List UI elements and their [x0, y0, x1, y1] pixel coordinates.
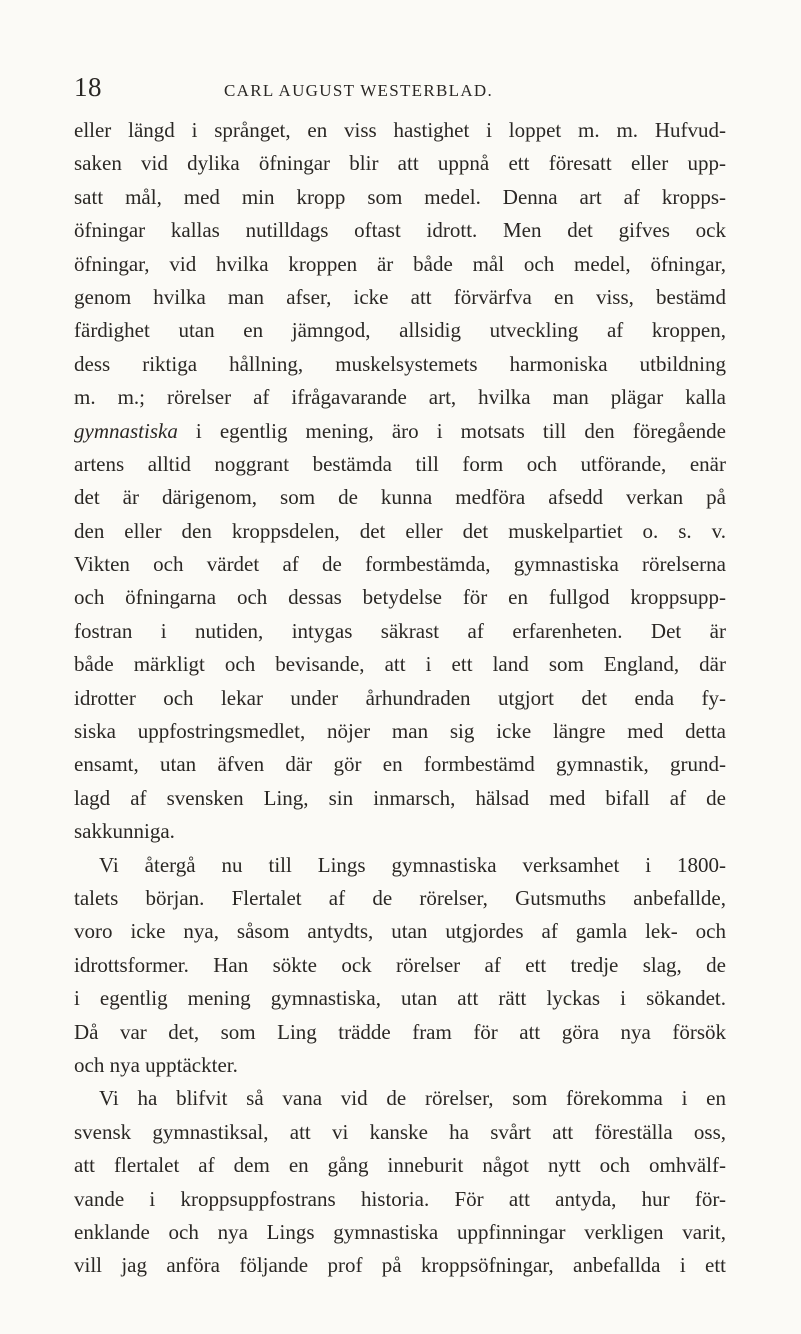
text-line: genom hvilka man afser, icke att förvärfva en viss, bestämd [74, 284, 726, 309]
text-line: och nya upptäckter. [74, 1052, 238, 1077]
text-line-rest: i egentlig mening, äro i motsats till den föregående [177, 418, 726, 443]
page-number: 18 [74, 72, 102, 102]
text-line: den eller den kroppsdelen, det eller det muskelpartiet o. s. v. [74, 518, 726, 543]
text-line: voro icke nya, såsom antydts, utan utgjordes af gamla lek- och [74, 919, 726, 944]
text-line: talets början. Flertalet af de rörelser, Gutsmuths anbefallde, [74, 885, 726, 910]
text-line: både märkligt och bevisande, att i ett land som England, där [74, 652, 726, 677]
running-head: CARL AUGUST WESTERBLAD. [224, 81, 494, 100]
text-line: Då var det, som Ling trädde fram för att göra nya försök [74, 1019, 726, 1044]
text-line: artens alltid noggrant bestämda till form och utförande, enär [74, 451, 726, 476]
text-line [74, 415, 726, 448]
text-line: Vi ha blifvit så vana vid de rörelser, som förekomma i en [99, 1086, 726, 1111]
text-line: öfningar kallas nutilldags oftast idrott. Men det gifves ock [74, 218, 726, 243]
text-line: och öfningarna och dessas betydelse för en fullgod kroppsupp- [74, 585, 726, 610]
text-line: enklande och nya Lings gymnastiska uppfinningar verkligen varit, [74, 1219, 726, 1244]
text-line: siska uppfostringsmedlet, nöjer man sig icke längre med detta [74, 719, 726, 744]
text-line: att flertalet af dem en gång inneburit något nytt och omhvälf- [74, 1153, 726, 1178]
text-line: vill jag anföra följande prof på kroppsöfningar, anbefallda i ett [74, 1253, 726, 1278]
text-line: saken vid dylika öfningar blir att uppnå ett föresatt eller upp- [74, 151, 726, 176]
text-line: det är därigenom, som de kunna medföra afsedd verkan på [74, 485, 726, 510]
text-line: Vi återgå nu till Lings gymnastiska verksamhet i 1800- [99, 852, 726, 877]
text-line: vande i kroppsuppfostrans historia. För att antyda, hur för- [74, 1186, 726, 1211]
text-line: Vikten och värdet af de formbestämda, gymnastiska rörelserna [74, 552, 726, 577]
text-line: lagd af svensken Ling, sin inmarsch, hälsad med bifall af de [74, 785, 726, 810]
text-line: eller längd i språnget, en viss hastighet i loppet m. m. Hufvud- [74, 118, 726, 142]
text-line: sakkunniga. [74, 819, 175, 844]
text-line: idrotter och lekar under århundraden utgjort det enda fy- [74, 685, 726, 710]
text-line: ensamt, utan äfven där gör en formbestämd gymnastik, grund- [74, 752, 726, 777]
text-line: svensk gymnastiksal, att vi kanske ha svårt att föreställa oss, [74, 1119, 726, 1144]
text-line: i egentlig mening gymnastiska, utan att rätt lyckas i sökandet. [74, 986, 726, 1011]
text-line: m. m.; rörelser af ifrågavarande art, hvilka man plägar kalla [74, 385, 726, 410]
body-text [74, 114, 726, 1283]
text-line: färdighet utan en jämngod, allsidig utveckling af kroppen, [74, 318, 726, 343]
text-line: dess riktiga hållning, muskelsystemets harmoniska utbildning [74, 351, 726, 376]
page-header [74, 70, 724, 110]
text-line: fostran i nutiden, intygas säkrast af erfarenheten. Det är [74, 618, 726, 643]
text-line: satt mål, med min kropp som medel. Denna art af kropps- [74, 184, 726, 209]
text-line: öfningar, vid hvilka kroppen är både mål och medel, öfningar, [74, 251, 726, 276]
italic-term: gymnastiska [74, 418, 178, 443]
text-line: idrottsformer. Han sökte ock rörelser af ett tredje slag, de [74, 952, 726, 977]
